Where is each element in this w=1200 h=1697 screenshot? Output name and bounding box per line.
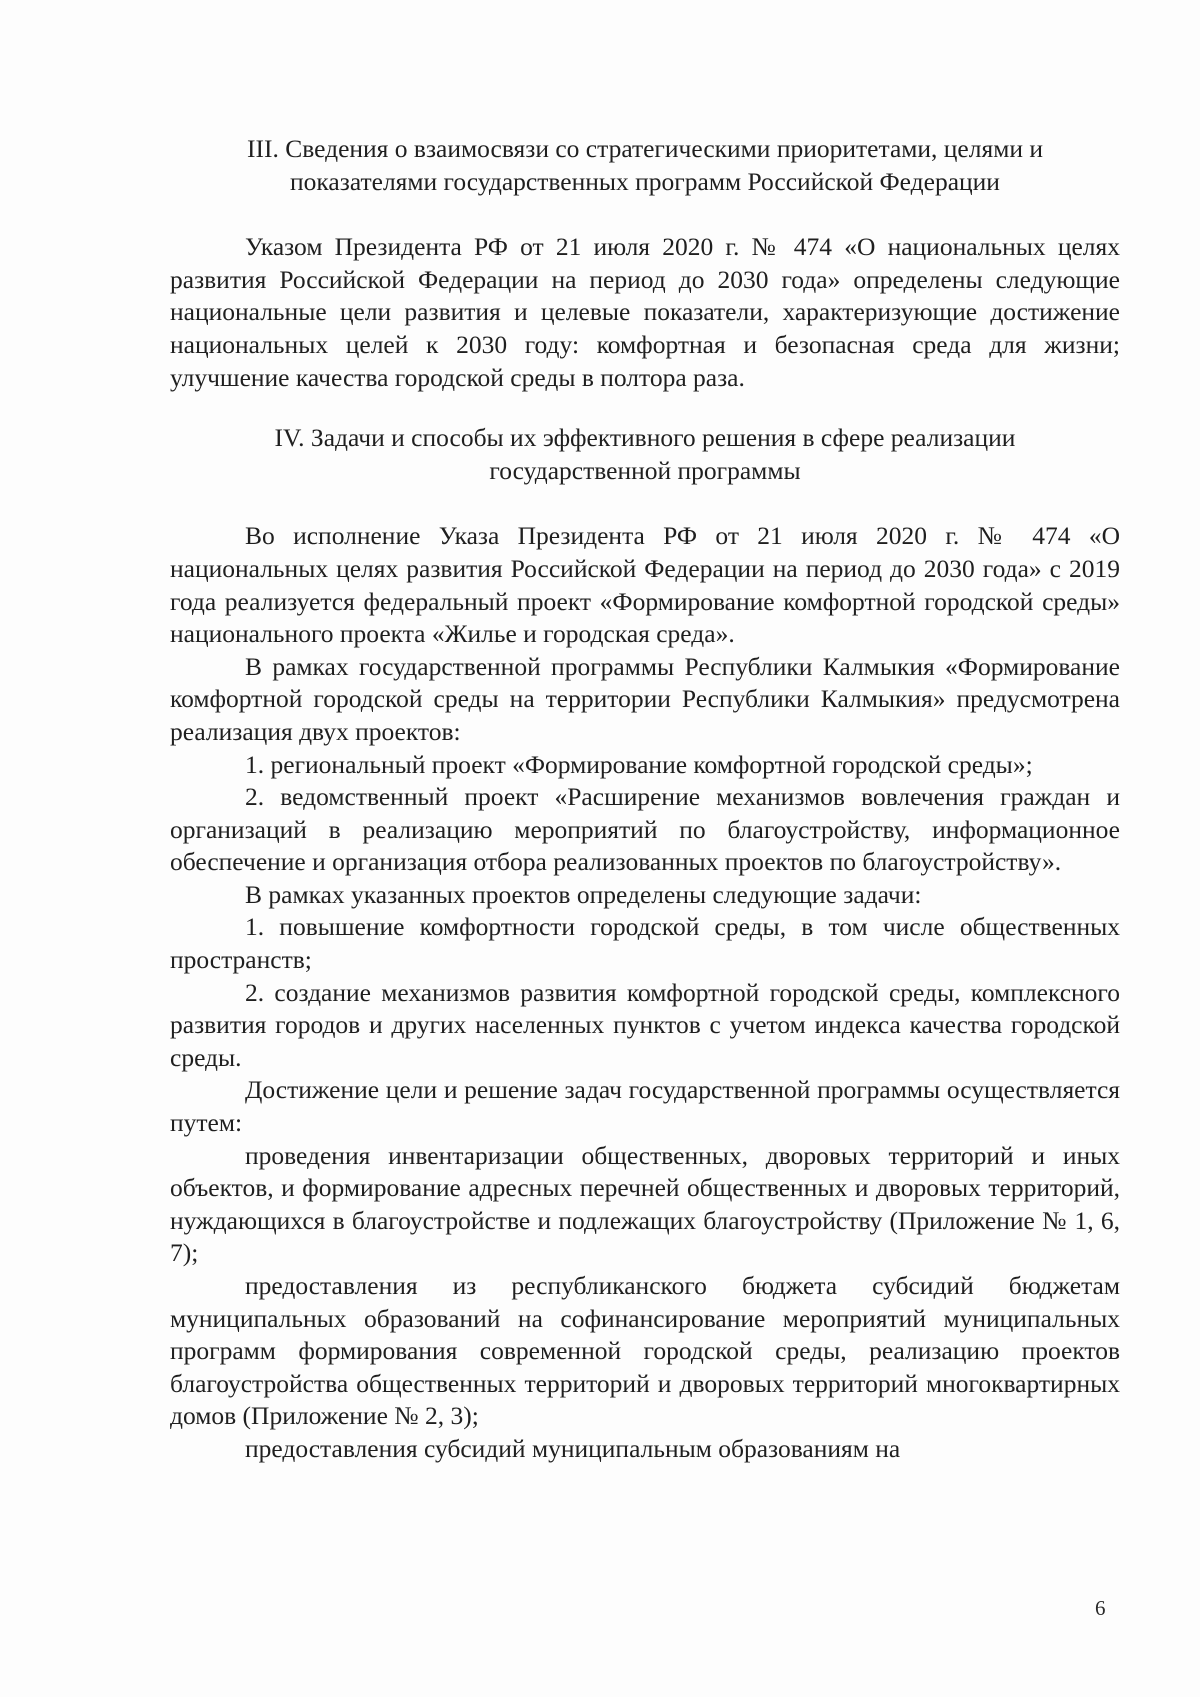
heading-line: IV. Задачи и способы их эффективного решения в сфере реализации (274, 423, 1016, 453)
heading-line: государственной программы (489, 455, 801, 485)
paragraph: Достижение цели и решение задач государственной программы осуществляется путем: (170, 1075, 1120, 1138)
section-3-heading (170, 133, 1120, 198)
paragraph: предоставления субсидий муниципальным образованиям на (245, 1433, 901, 1463)
paragraph: предоставления из республиканского бюджета субсидий бюджетам муниципальных образований на софинансирование мероприятий муниципальных программ формирования современной городской среды, реализацию проектов благоустройства общественных территорий и дворовых территорий многоквартирных домов (Приложение № 2, 3); (170, 1271, 1120, 1431)
paragraph: проведения инвентаризации общественных, дворовых территорий и иных объектов, и формирование адресных перечней общественных и дворовых территорий, нуждающихся в благоустройстве и подлежащих благоустройству (Приложение № 1, 6, 7); (170, 1140, 1120, 1268)
paragraph: В рамках указанных проектов определены следующие задачи: (245, 879, 922, 909)
list-item: 1. региональный проект «Формирование комфортной городской среды»; (245, 749, 1033, 779)
document-body (170, 133, 1120, 1466)
list-item: 1. повышение комфортности городской среды, в том числе общественных пространств; (170, 912, 1120, 975)
heading-line: III. Сведения о взаимосвязи со стратегическими приоритетами, целями и (246, 134, 1044, 163)
page-number: 6 (1095, 1596, 1106, 1620)
list-item: 2. ведомственный проект «Расширение механизмов вовлечения граждан и организаций в реализацию мероприятий по благоустройству, информационное обеспечение и организация отбора реализованных проектов по благоустройству». (170, 782, 1120, 877)
list-item: 2. создание механизмов развития комфортной городской среды, комплексного развития городов и других населенных пунктов с учетом индекса качества городской среды. (170, 977, 1120, 1072)
paragraph: В рамках государственной программы Республики Калмыкия «Формирование комфортной городской среды на территории Республики Калмыкия» предусмотрена реализация двух проектов: (170, 651, 1120, 746)
paragraph: Во исполнение Указа Президента РФ от 21 июля 2020 г. № 474 «О национальных целях развития Российской Федерации на период до 2030 года» с 2019 года реализуется федеральный проект «Формирование комфортной городской среды» национального проекта «Жилье и городская среда». (170, 521, 1120, 649)
heading-line: показателями государственных программ Российской Федерации (290, 166, 1000, 196)
section-4-heading (170, 422, 1120, 487)
paragraph: Указом Президента РФ от 21 июля 2020 г. № 474 «О национальных целях развития Российской Федерации на период до 2030 года» определены следующие национальные цели развития и целевые показатели, характеризующие достижение национальных целей к 2030 году: комфортная и безопасная среда для жизни; улучшение качества городской среды в полтора раза. (170, 232, 1120, 392)
